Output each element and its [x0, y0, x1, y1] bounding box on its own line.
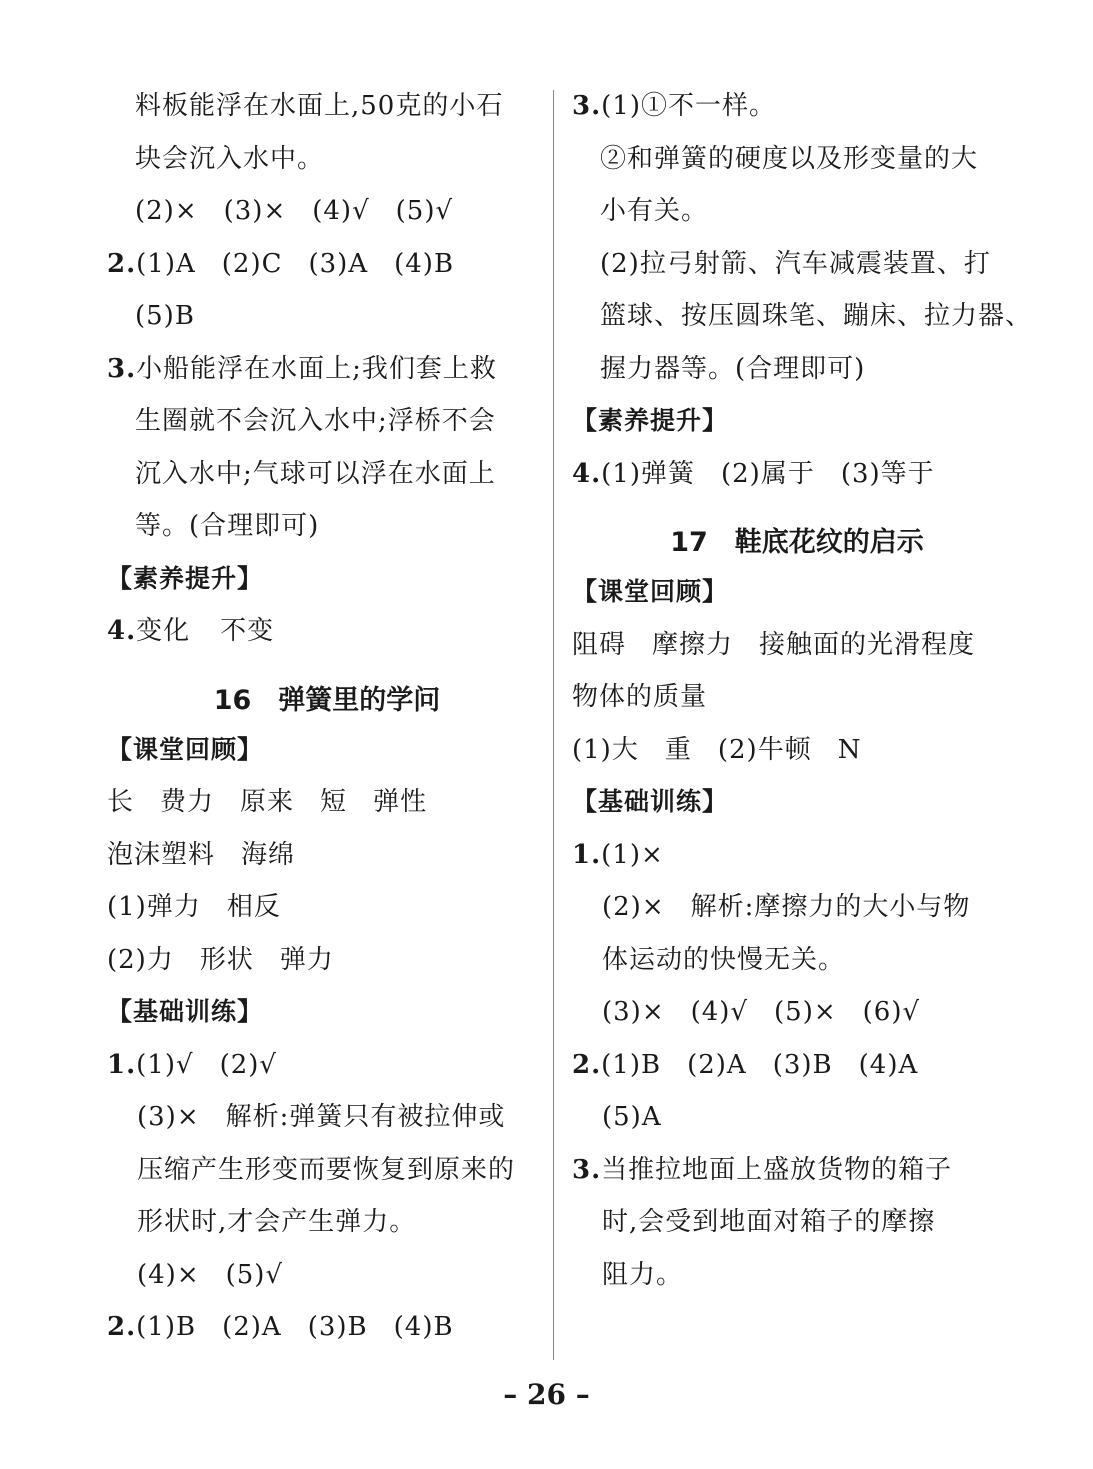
basic-question-3: 3.当推拉地面上盛放货物的箱子 [572, 1144, 1022, 1197]
lesson-16-title: 16 弹簧里的学问 [213, 684, 441, 716]
right-column [572, 80, 1033, 1301]
text-line: (3)× (4)√ (5)× (6)√ [602, 997, 921, 1027]
question-4: 4.(1)弹簧 (2)属于 (3)等于 [572, 448, 1022, 501]
text-line: 篮球、按压圆珠笔、蹦床、拉力器、 [600, 301, 1033, 331]
section-label-suyang: 【素养提升】 [572, 406, 729, 435]
question-number: 3. [572, 91, 602, 121]
question-number: 2. [107, 248, 137, 279]
column-divider [553, 90, 554, 1360]
lesson-17-title: 17 鞋底花纹的启示 [670, 527, 924, 558]
review-line: 阻碍 摩擦力 接触面的光滑程度 [572, 629, 976, 660]
question-number: 4. [107, 616, 137, 646]
question-number: 1. [107, 1049, 137, 1080]
basic-question-1: 1.(1)√ (2)√ [107, 1039, 547, 1092]
text-line: (2)拉弓射箭、汽车减震装置、打 [600, 248, 991, 279]
basic-question-1: 1.(1)× [572, 829, 1022, 882]
question-number: 1. [572, 839, 602, 870]
text-line: 握力器等。(合理即可) [600, 353, 866, 384]
review-line: 物体的质量 [572, 682, 708, 712]
text-line: (2)× 解析:摩擦力的大小与物 [602, 892, 971, 922]
question-number: 2. [107, 1312, 137, 1342]
basic-question-2: 2.(1)B (2)A (3)B (4)A [572, 1039, 1022, 1092]
text-line: 体运动的快慢无关。 [602, 944, 846, 975]
text-line: 生圈就不会沉入水中;浮桥不会 [135, 406, 496, 436]
text-line: 小有关。 [600, 196, 709, 226]
review-line: (1)大 重 (2)牛顿 N [572, 734, 862, 765]
question-number: 4. [572, 458, 602, 489]
question-number: 3. [572, 1154, 602, 1185]
text-line: (5)B [135, 301, 195, 331]
review-line: (2)力 形状 弹力 [107, 944, 334, 975]
section-label-suyang: 【素养提升】 [107, 563, 264, 593]
text-line: 等。(合理即可) [135, 511, 320, 541]
text-line: (3)× 解析:弹簧只有被拉伸或 [137, 1102, 506, 1132]
section-label-jichu: 【基础训练】 [572, 787, 729, 816]
text-line: 形状时,才会产生弹力。 [137, 1207, 417, 1237]
review-line: 泡沫塑料 海绵 [107, 839, 296, 870]
section-label-jichu: 【基础训练】 [107, 997, 264, 1026]
review-line: 长 费力 原来 短 弹性 [107, 787, 428, 817]
question-4: 4.变化 不变 [107, 605, 547, 658]
text-line: 块会沉入水中。 [135, 143, 325, 174]
text-line: ②和弹簧的硬度以及形变量的大 [600, 143, 979, 174]
question-2: 2.(1)A (2)C (3)A (4)B [107, 238, 547, 291]
text-line: 沉入水中;气球可以浮在水面上 [135, 458, 496, 489]
text-line: (4)× (5)√ [137, 1259, 284, 1290]
review-line: (1)弹力 相反 [107, 892, 281, 922]
basic-question-2: 2.(1)B (2)A (3)B (4)B [107, 1301, 547, 1354]
answer-line: (2)× (3)× (4)√ (5)√ [135, 196, 454, 226]
text-line: 压缩产生形变而要恢复到原来的 [137, 1154, 516, 1185]
text-line: 时,会受到地面对箱子的摩擦 [602, 1207, 936, 1237]
left-column [107, 80, 547, 1354]
question-3: 3.小船能浮在水面上;我们套上救 [107, 343, 547, 396]
text-line: 料板能浮在水面上,50克的小石 [135, 91, 504, 121]
question-3: 3.(1)①不一样。 [572, 80, 1022, 133]
section-label-ketang: 【课堂回顾】 [107, 734, 264, 764]
text-line: 阻力。 [602, 1259, 684, 1290]
section-label-ketang: 【课堂回顾】 [572, 577, 729, 606]
page-number: – 26 – [503, 1378, 590, 1411]
text-line: (5)A [602, 1102, 662, 1132]
question-number: 3. [107, 353, 137, 384]
question-number: 2. [572, 1049, 602, 1080]
